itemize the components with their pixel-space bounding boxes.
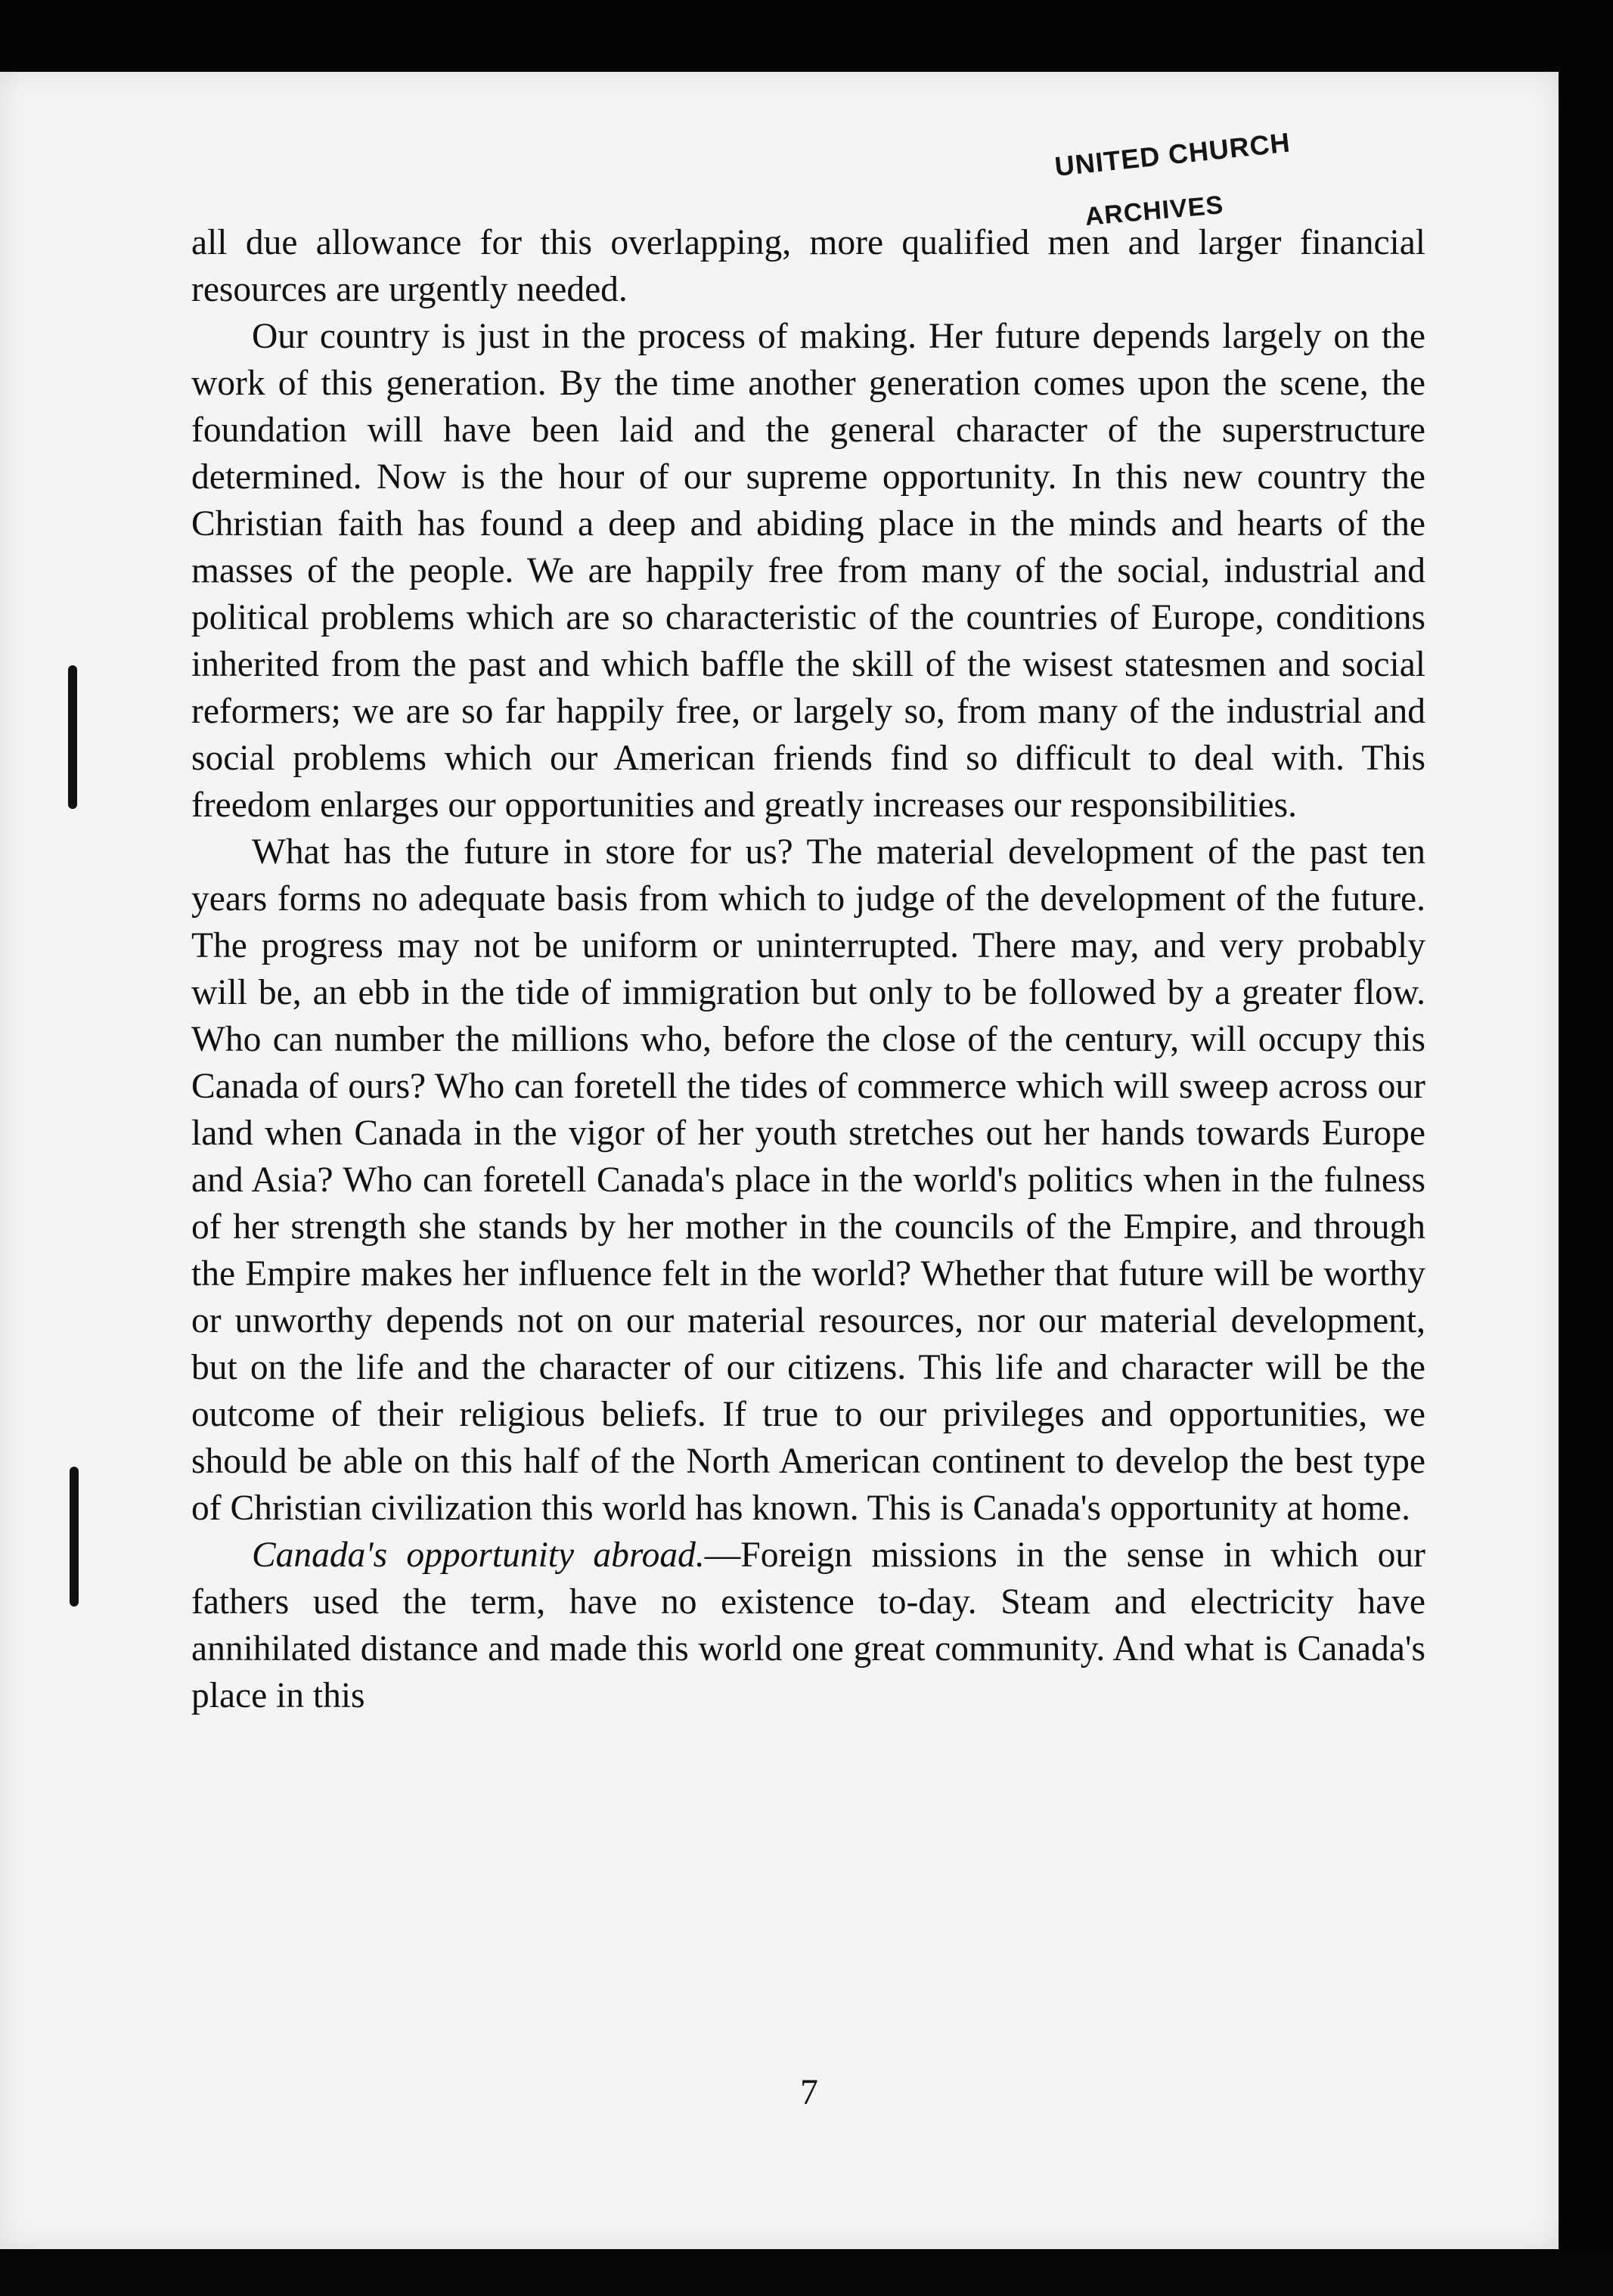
scan-right-border — [1559, 0, 1613, 2296]
paragraph-2: Our country is just in the process of making. Her future depends largely on the work of this generation. By the time another generation comes upon the scene, the foundation will have been laid and the general character of the superstructure determined. Now is the hour of our supreme opportunity. In this new country the Christian faith has found a deep and abiding place in the minds and hearts of the masses of the people. We are happily free from many of the social, industrial and political problems which are so characteristic of the countries of Europe, conditions inherited from the past and which baffle the skill of the wisest statesmen and social reformers; we are so far happily free, or largely so, from many of the industrial and social problems which our American friends find so difficult to deal with. This freedom enlarges our opportunities and greatly increases our responsibilities. — [191, 317, 1425, 825]
scan-bottom-border — [0, 2249, 1613, 2296]
paragraph-1: all due allowance for this overlapping, more qualified men and larger financial resources are urgently needed. — [191, 223, 1425, 309]
binding-mark-lower — [70, 1467, 79, 1607]
archive-stamp — [1055, 79, 1327, 231]
scan-top-border — [0, 0, 1613, 72]
paragraph-4 — [191, 1532, 1425, 1719]
stamp-line-1: UNITED CHURCH — [1053, 126, 1292, 182]
stamp-line-2: ARCHIVES — [1084, 191, 1225, 231]
binding-mark-upper — [68, 665, 77, 809]
section-heading: Canada's opportunity abroad. — [252, 1535, 705, 1575]
paragraph-4-text: —Foreign missions in the sense in which our fathers used the term, have no existence to-day. Steam and electricity have annihilated distance and made this world one great community. And what is Canada's place in this — [191, 1535, 1425, 1715]
paragraph-3: What has the future in store for us? The material development of the past ten years forms no adequate basis from which to judge of the development of the future. The progress may not be uniform or uninterrupted. There may, and very probably will be, an ebb in the tide of immigration but only to be followed by a greater flow. Who can number the millions who, before the close of the century, will occupy this Canada of ours? Who can foretell the tides of commerce which will sweep across our land when Canada in the vigor of her youth stretches out her hands towards Europe and Asia? Who can foretell Canada's place in the world's politics when in the fulness of her strength she stands by her mother in the councils of the Empire, and through the Empire makes her influence felt in the world? Whether that future will be worthy or unworthy depends not on our material resources, nor our material development, but on the life and the character of our citizens. This life and character will be the outcome of their religious beliefs. If true to our privileges and opportunities, we should be able on this half of the North American continent to develop the best type of Christian civilization this world has known. This is Canada's opportunity at home. — [191, 832, 1425, 1528]
body-text — [191, 219, 1425, 1719]
page-number: 7 — [800, 2072, 818, 2112]
